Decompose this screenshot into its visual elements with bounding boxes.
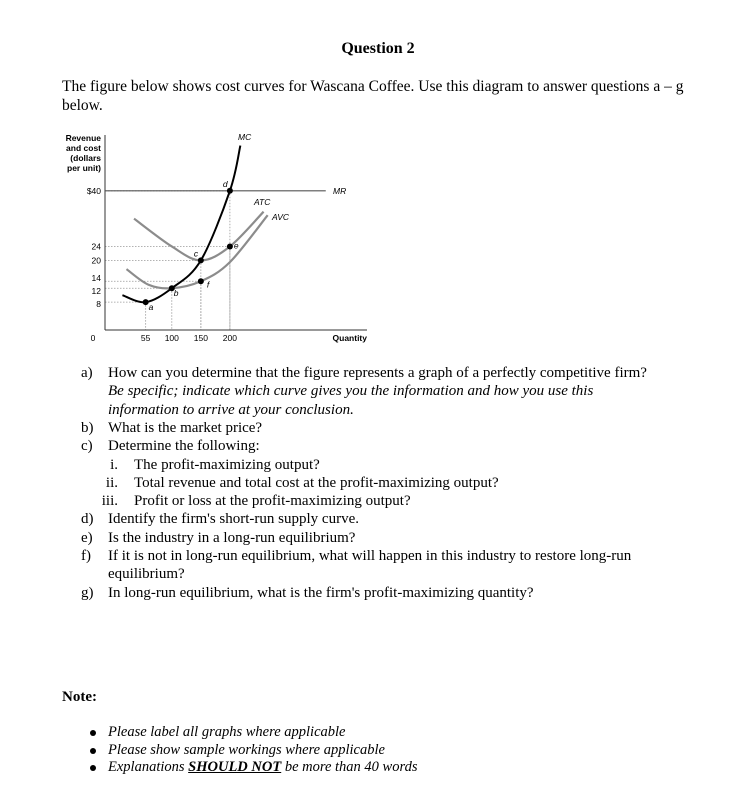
subquestion-label: iii. (101, 493, 118, 510)
bullet-text (108, 759, 417, 776)
point-c (198, 257, 204, 263)
y-axis-label: Revenue (65, 133, 101, 143)
curve-label-mr: MR (333, 186, 347, 196)
question-label: d) (81, 511, 94, 528)
cost-curves-chart (0, 0, 756, 360)
x-tick-label: 55 (140, 333, 151, 343)
question-text: Identify the firm's short-run supply curve. (108, 511, 359, 528)
question-text: information to arrive at your conclusion. (108, 401, 354, 418)
question-text: In long-run equilibrium, what is the firm's profit-maximizing quantity? (108, 584, 534, 601)
point-label-b: b (173, 288, 179, 299)
bullet-icon (90, 765, 96, 771)
curve-atc (134, 212, 264, 261)
question-text: Be specific; indicate which curve gives you the information and how you use this (108, 383, 594, 400)
question-label: c) (81, 438, 93, 455)
point-e (227, 243, 233, 249)
bullet-emphasis: SHOULD NOT (188, 759, 282, 775)
question-label: g) (81, 584, 94, 601)
y-axis-label: (dollars (70, 153, 101, 163)
bullet-text (108, 724, 345, 741)
question-text: What is the market price? (108, 419, 263, 436)
y-tick-label: 20 (91, 255, 101, 266)
x-tick-label: 150 (193, 333, 208, 343)
curve-label-avc: AVC (272, 212, 290, 222)
question-text: equilibrium? (108, 566, 185, 583)
y-tick-label: 8 (96, 299, 101, 310)
question-text: Is the industry in a long-run equilibrium? (108, 529, 356, 546)
point-f (198, 278, 204, 284)
point-label-d: d (222, 178, 228, 189)
y-tick-label: 24 (91, 241, 101, 252)
bullet-text (108, 742, 385, 759)
y-axis-label: per unit) (67, 163, 101, 173)
question-label: b) (81, 419, 94, 436)
bullet-icon (90, 748, 96, 754)
bullet-text-part: Explanations (108, 759, 189, 775)
x-tick-label: 100 (164, 333, 179, 343)
subquestion-text: The profit-maximizing output? (134, 456, 320, 473)
question-label: e) (81, 529, 93, 546)
bullet-icon (90, 730, 96, 736)
x-axis-label: Quantity (332, 333, 367, 343)
bullet-text-part: Please show sample workings where applicable (108, 741, 385, 758)
y-tick-label: 14 (91, 272, 101, 283)
point-label-e: e (233, 240, 239, 251)
subquestion-text: Total revenue and total cost at the profit-maximizing output? (134, 474, 499, 491)
question-text: Determine the following: (108, 438, 260, 455)
origin-label: 0 (90, 333, 96, 343)
question-label: f) (81, 548, 91, 564)
point-label-c: c (193, 248, 199, 259)
y-axis-label: and cost (66, 143, 101, 153)
subquestion-label: ii. (105, 474, 118, 491)
question-text: If it is not in long-run equilibrium, what will happen in this industry to restore long-run (108, 548, 632, 564)
question-title: Question 2 (341, 40, 415, 57)
curve-label-mc: MC (238, 132, 252, 142)
point-label-a: a (148, 302, 154, 313)
bullet-text-part: Please label all graphs where applicable (108, 724, 346, 740)
subquestion-text: Profit or loss at the profit-maximizing output? (134, 493, 411, 510)
subquestion-label: i. (110, 456, 118, 473)
question-label: a) (81, 365, 93, 381)
curve-label-atc: ATC (254, 197, 271, 207)
y-tick-label: 12 (91, 286, 101, 297)
point-label-f: f (206, 279, 210, 290)
question-text: How can you determine that the figure represents a graph of a perfectly competitive firm? (108, 365, 647, 381)
point-d (227, 188, 233, 194)
bullet-text-part: be more than 40 words (281, 759, 418, 775)
intro-paragraph: The figure below shows cost curves for Wascana Coffee. Use this diagram to answer questions a – g below. (62, 78, 684, 114)
x-tick-label: 200 (222, 333, 237, 343)
note-heading: Note: (62, 689, 97, 705)
y-tick-label: $40 (86, 185, 101, 196)
